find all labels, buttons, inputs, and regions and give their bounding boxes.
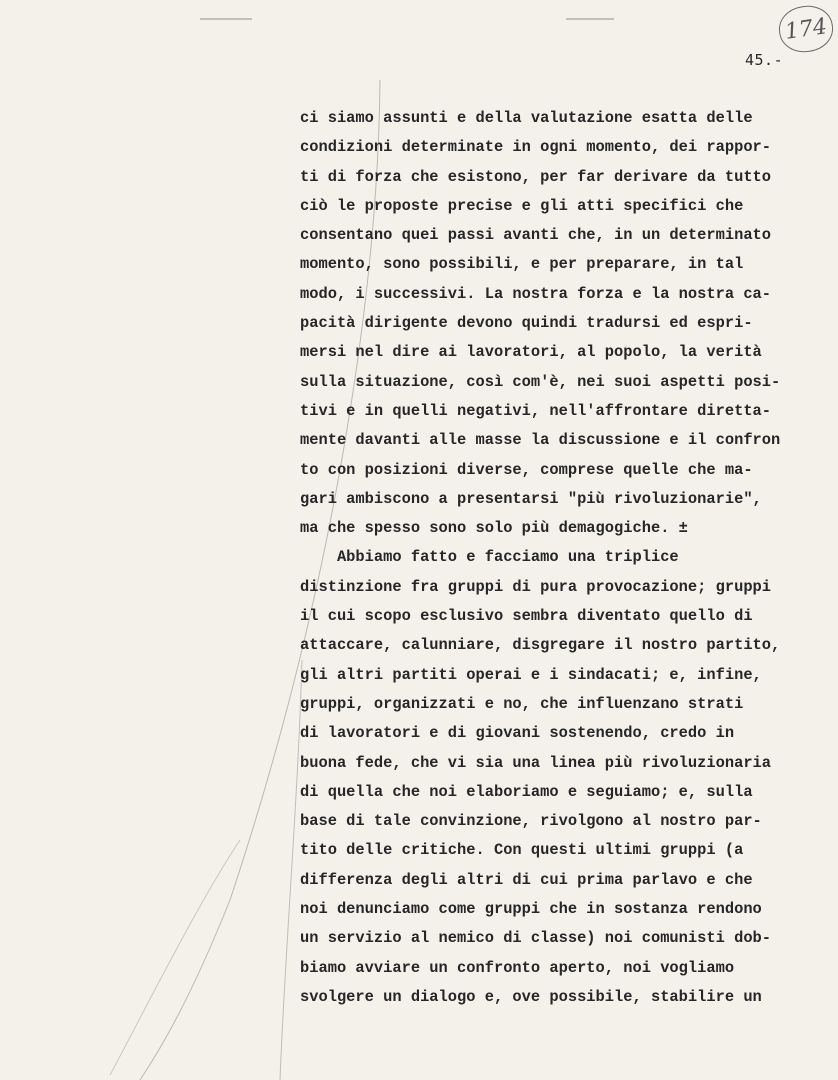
text-line: gli altri partiti operai e i sindacati; e, infine, <box>300 665 762 684</box>
text-line: momento, sono possibili, e per preparare, in tal <box>300 255 744 274</box>
text-line: tivi e in quelli negativi, nell'affrontare diretta- <box>300 401 772 420</box>
text-line: svolgere un dialogo e, ove possibile, stabilire un <box>300 987 762 1006</box>
page-number: 45.- <box>745 51 784 69</box>
text-line: tito delle critiche. Con questi ultimi gruppi (a <box>300 841 744 860</box>
archive-stamp-number: 174 <box>783 13 829 45</box>
text-line: ma che spesso sono solo più demagogiche. ± <box>300 519 688 538</box>
text-line: il cui scopo esclusivo sembra diventato quello di <box>300 607 753 626</box>
text-line: base di tale convinzione, rivolgono al nostro par- <box>300 812 762 831</box>
text-line: di lavoratori e di giovani sostenendo, credo in <box>300 724 735 743</box>
text-line: biamo avviare un confronto aperto, noi vogliamo <box>300 958 735 977</box>
text-line: consentano quei passi avanti che, in un determinato <box>300 226 772 245</box>
text-line: distinzione fra gruppi di pura provocazione; gruppi <box>300 577 772 596</box>
text-line: attaccare, calunniare, disgregare il nostro partito, <box>300 636 781 655</box>
text-line: noi denunciamo come gruppi che in sostanza rendono <box>300 900 762 919</box>
text-line: di quella che noi elaboriamo e seguiamo; e, sulla <box>300 782 753 801</box>
text-line: mersi nel dire ai lavoratori, al popolo, la verità <box>300 343 762 362</box>
typed-body-text <box>300 104 820 1012</box>
text-line: differenza degli altri di cui prima parlavo e che <box>300 870 753 889</box>
text-line: Abbiamo fatto e facciamo una triplice <box>300 548 679 567</box>
text-line: un servizio al nemico di classe) noi comunisti dob- <box>300 929 772 948</box>
text-line: sulla situazione, così com'è, nei suoi aspetti posi- <box>300 372 781 391</box>
text-line: mente davanti alle masse la discussione e il confron <box>300 431 781 450</box>
faint-bleed-through <box>0 420 96 513</box>
text-line: modo, i successivi. La nostra forza e la nostra ca- <box>300 284 772 303</box>
archive-stamp <box>776 2 836 55</box>
text-line: ti di forza che esistono, per far derivare da tutto <box>300 167 772 186</box>
text-line: buona fede, che vi sia una linea più rivoluzionaria <box>300 753 772 772</box>
top-binding-mark-right <box>566 18 614 20</box>
text-line: condizioni determinate in ogni momento, dei rappor- <box>300 138 772 157</box>
text-line: ci siamo assunti e della valutazione esatta delle <box>300 109 753 127</box>
text-line: gari ambiscono a presentarsi "più rivoluzionarie", <box>300 489 762 508</box>
text-line: to con posizioni diverse, comprese quelle che ma- <box>300 460 753 479</box>
text-line: pacità dirigente devono quindi tradursi ed espri- <box>300 314 753 333</box>
text-line: gruppi, organizzati e no, che influenzano strati <box>300 694 744 713</box>
text-line: ciò le proposte precise e gli atti specifici che <box>300 196 744 215</box>
top-binding-mark-left <box>200 18 252 20</box>
